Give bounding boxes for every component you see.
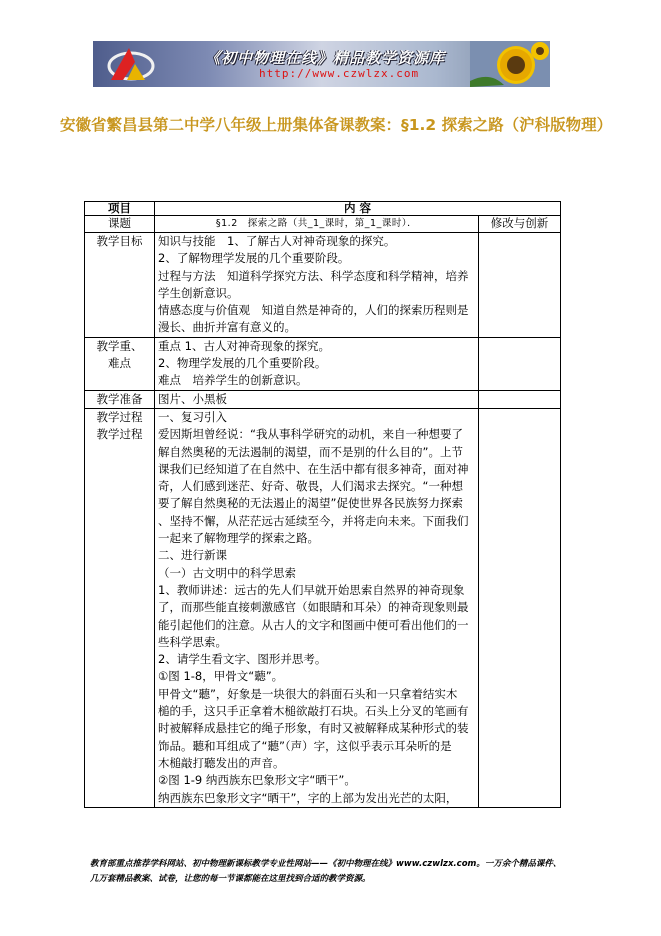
objectives-content — [155, 233, 479, 338]
text-line: 甲骨文“聽”，好象是一块很大的斜面石头和一只拿着结实木 — [158, 686, 458, 701]
page-footer — [90, 857, 610, 887]
revise-cell — [479, 390, 561, 408]
process-label-line: 教学过程 — [96, 427, 143, 442]
lesson-plan-table — [84, 201, 561, 808]
process-row — [85, 408, 561, 807]
text-line: 情感态度与价值观 知道自然是神奇的，人们的探索历程则是 — [158, 303, 469, 318]
objectives-row — [85, 233, 561, 338]
key-points-label-line: 教学重、 — [96, 338, 143, 353]
preparation-row — [85, 390, 561, 408]
text-line: 槌的手，这只手正拿着木槌欲敲打石块。石头上分叉的笔画有 — [158, 704, 469, 719]
text-line: （一）古文明中的科学思索 — [158, 565, 296, 580]
text-line: 要了解自然奥秘的无法遏止的渴望”促使世界各民族努力探索 — [158, 496, 463, 511]
site-banner — [93, 41, 550, 87]
revise-cell — [479, 337, 561, 390]
key-points-label-line: 难点 — [108, 356, 131, 371]
text-line: 2、请学生看文字、图形并思考。 — [158, 652, 327, 667]
revise-cell — [479, 233, 561, 338]
column-header-content: 内 容 — [155, 202, 561, 216]
key-points-content — [155, 337, 479, 390]
text-line: 奇，人们感到迷茫、好奇、敬畏，人们渴求去探究。“一种想 — [158, 479, 463, 494]
text-line: 解自然奥秘的无法遏制的渴望，而不是别的什么目的”。上节 — [158, 444, 463, 459]
text-line: 漫长、曲折并富有意义的。 — [158, 320, 296, 335]
key-points-row — [85, 337, 561, 390]
preparation-content: 图片、小黑板 — [155, 390, 479, 408]
process-label-line: 教学过程 — [96, 409, 143, 424]
text-line: 2、了解物理学发展的几个重要阶段。 — [158, 251, 350, 266]
text-line: 重点 1、古人对神奇现象的探究。 — [158, 338, 330, 353]
text-line: ①图 1-8，甲骨文“聽”。 — [158, 669, 284, 684]
text-line: 纳西族东巴象形文字“晒干”，字的上部为发出光芒的太阳， — [158, 790, 458, 805]
text-line: 过程与方法 知道科学探究方法、科学态度和科学精神，培养 — [158, 268, 469, 283]
site-logo-icon — [101, 44, 155, 84]
sunflower-icon — [470, 41, 550, 87]
banner-url[interactable]: http://www.czwlzx.com — [259, 67, 420, 80]
topic-value: §1.2 探索之路（共_1_课时，第_1_课时）． — [155, 216, 479, 233]
text-line: 学生创新意识。 — [158, 285, 239, 300]
text-line: 爱因斯坦曾经说：“我从事科学研究的动机，来自一种想要了 — [158, 427, 463, 442]
table-header-row — [85, 202, 561, 216]
topic-row — [85, 216, 561, 233]
text-line: 一起来了解物理学的探索之路。 — [158, 531, 319, 546]
text-line: 难点 培养学生的创新意识。 — [158, 373, 308, 388]
column-header-item: 项目 — [85, 202, 155, 216]
footer-line: 几万套精品教案、试卷，让您的每一节课都能在这里找到合适的教学资源。 — [90, 874, 371, 884]
text-line: 1、教师讲述：远古的先人们早就开始思索自然界的神奇现象 — [158, 582, 465, 597]
text-line: 知识与技能 1、了解古人对神奇现象的探究。 — [158, 234, 396, 248]
text-line: 二、进行新课 — [158, 548, 227, 563]
document-title: 安徽省繁昌县第二中学八年级上册集体备课教案：§1.2 探索之路（沪科版物理） — [60, 116, 613, 134]
process-label — [85, 408, 155, 807]
key-points-label — [85, 337, 155, 390]
text-line: ②图 1-9 纳西族东巴象形文字“晒干”。 — [158, 773, 356, 788]
text-line: 一、复习引入 — [158, 409, 227, 424]
preparation-label: 教学准备 — [85, 390, 155, 408]
text-line: 了，而那些能直接刺激感官（如眼睛和耳朵）的神奇现象则最 — [158, 600, 469, 615]
text-line: 饰品。聽和耳组成了“聽”（声）字，这似乎表示耳朵听的是 — [158, 738, 452, 753]
topic-label: 课题 — [85, 216, 155, 233]
text-line: 能引起他们的注意。从古人的文字和图画中便可看出他们的一 — [158, 617, 469, 632]
banner-title: 《初中物理在线》精品教学资源库 — [205, 49, 446, 67]
text-line: 些科学思索。 — [158, 634, 227, 649]
text-line: 木槌敲打聽发出的声音。 — [158, 755, 285, 770]
text-line: 课我们已经知道了在自然中、在生活中都有很多神奇，面对神 — [158, 461, 469, 476]
footer-line: 教育部重点推荐学科网站、初中物理新课标教学专业性网站——《初中物理在线》www.czwlzx.com。一万余个精品课件、 — [90, 859, 562, 869]
objectives-label: 教学目标 — [85, 233, 155, 338]
text-line: 2、物理学发展的几个重要阶段。 — [158, 356, 327, 371]
text-line: 、坚持不懈，从茫茫远古延续至今，并将走向未来。下面我们 — [158, 513, 469, 528]
process-content — [155, 408, 479, 807]
text-line: 时被解释成悬挂它的绳子形象，有时又被解释成某种形式的装 — [158, 721, 469, 736]
revise-cell — [479, 408, 561, 807]
revise-column-label: 修改与创新 — [479, 216, 561, 233]
